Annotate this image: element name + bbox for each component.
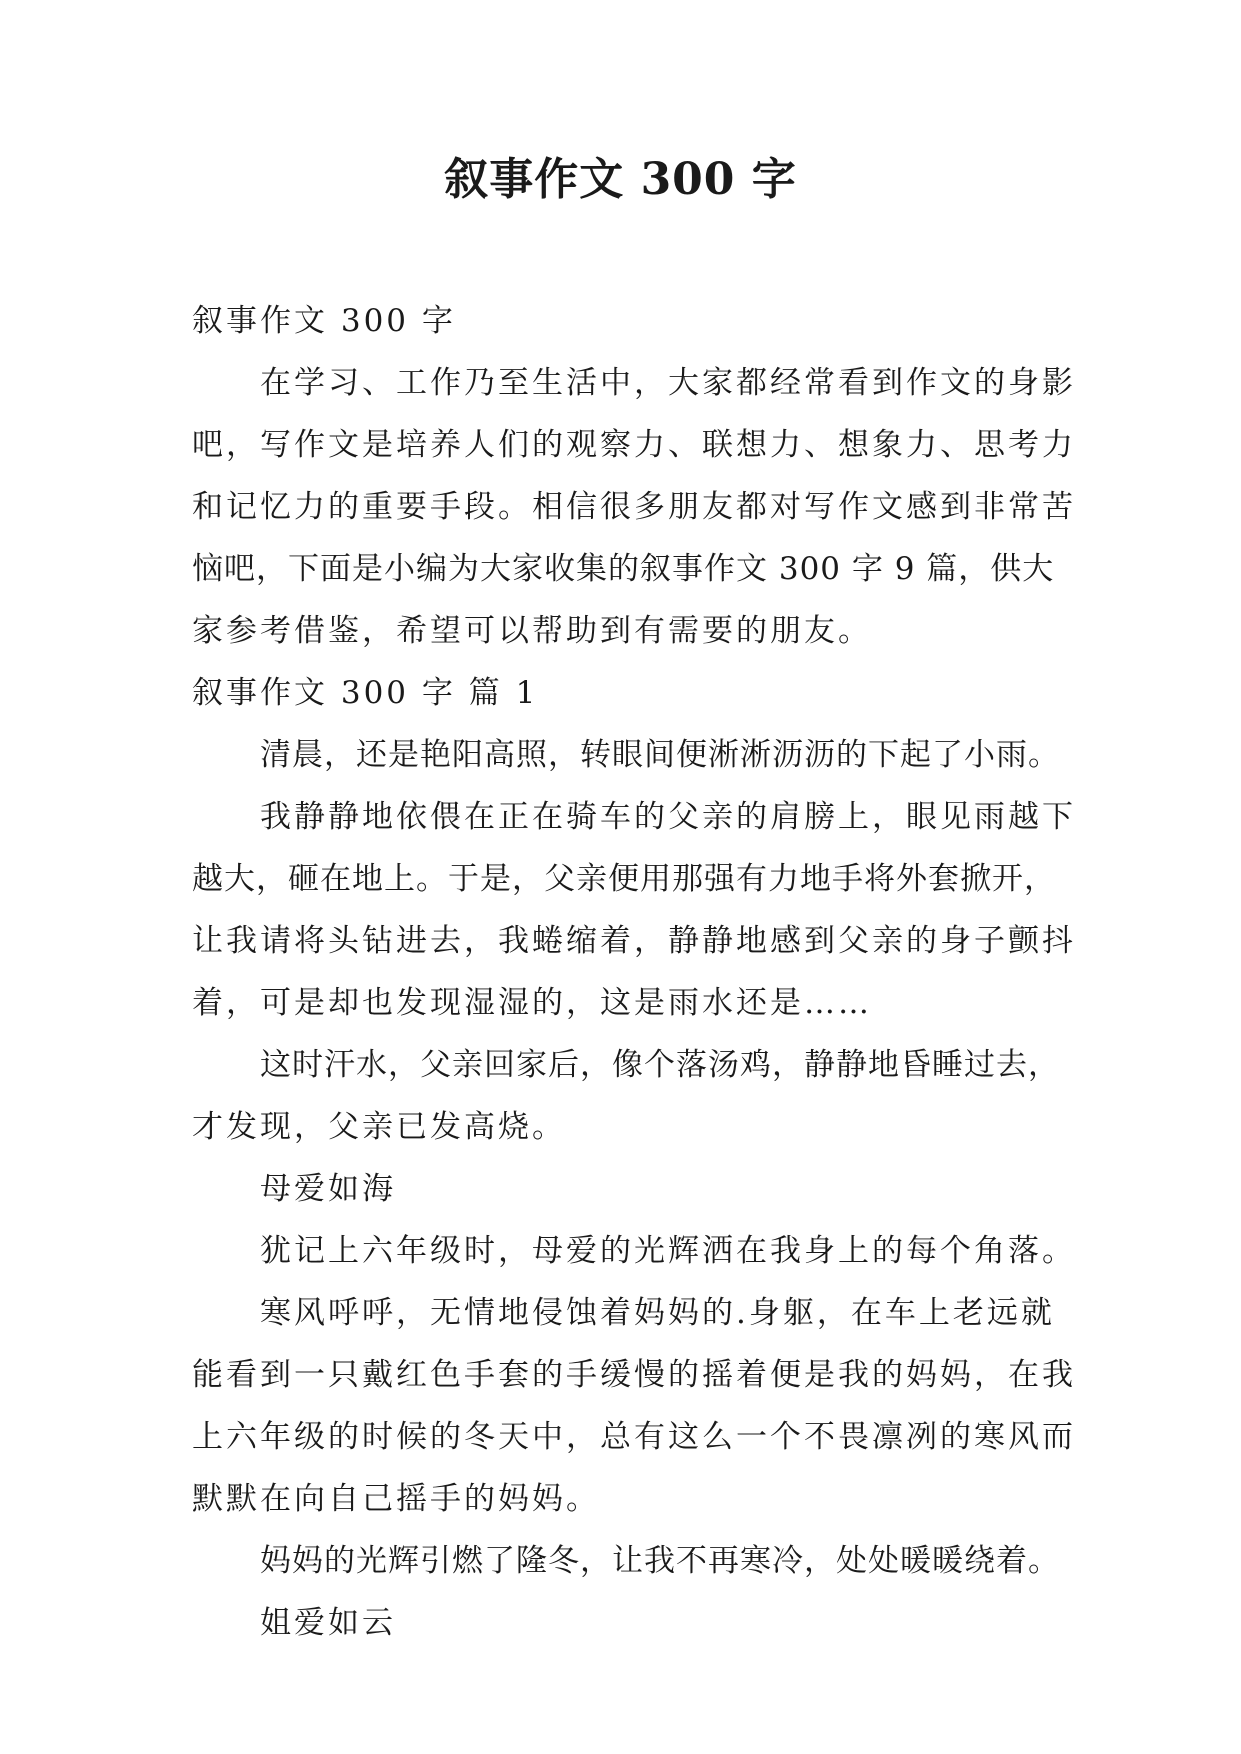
text-line: 才发现，父亲已发高烧。 [192, 1109, 566, 1145]
text-line: 越大，砸在地上。于是，父亲便用那强有力地手将外套掀开， [192, 861, 1056, 897]
text-line: 寒风呼呼，无情地侵蚀着妈妈的.身躯，在车上老远就 [260, 1295, 1055, 1331]
text-line: 默默在向自己摇手的妈妈。 [192, 1481, 600, 1517]
text-line: 叙事作文 300 字 [192, 303, 456, 339]
text-line: 家参考借鉴，希望可以帮助到有需要的朋友。 [192, 613, 872, 649]
text-line: 和记忆力的重要手段。相信很多朋友都对写作文感到非常苦 [192, 489, 1076, 525]
text-line: 上六年级的时候的冬天中，总有这么一个不畏凛冽的寒风而 [192, 1419, 1076, 1455]
text-line: 清晨，还是艳阳高照，转眼间便淅淅沥沥的下起了小雨。 [260, 737, 1060, 773]
text-line: 我静静地依偎在正在骑车的父亲的肩膀上，眼见雨越下 [260, 799, 1076, 835]
text-line: 姐爱如云 [260, 1605, 396, 1641]
text-line: 叙事作文 300 字 篇 1 [192, 675, 539, 711]
text-line: 这时汗水，父亲回家后，像个落汤鸡，静静地昏睡过去， [260, 1047, 1060, 1083]
text-line: 妈妈的光辉引燃了隆冬，让我不再寒冷，处处暖暖绕着。 [260, 1543, 1060, 1579]
text-line: 着，可是却也发现湿湿的，这是雨水还是…… [192, 985, 872, 1021]
text-line: 恼吧，下面是小编为大家收集的叙事作文 300 字 9 篇，供大 [192, 551, 1055, 587]
text-line: 在学习、工作乃至生活中，大家都经常看到作文的身影 [260, 365, 1076, 401]
text-line: 吧，写作文是培养人们的观察力、联想力、想象力、思考力 [192, 427, 1076, 463]
document-body [192, 290, 1076, 1654]
text-line: 让我请将头钻进去，我蜷缩着，静静地感到父亲的身子颤抖 [192, 923, 1076, 959]
text-line: 能看到一只戴红色手套的手缓慢的摇着便是我的妈妈，在我 [192, 1357, 1076, 1393]
text-line: 犹记上六年级时，母爱的光辉洒在我身上的每个角落。 [260, 1233, 1076, 1269]
text-line: 母爱如海 [260, 1171, 396, 1207]
page-title: 叙事作文 300 字 [444, 154, 797, 205]
